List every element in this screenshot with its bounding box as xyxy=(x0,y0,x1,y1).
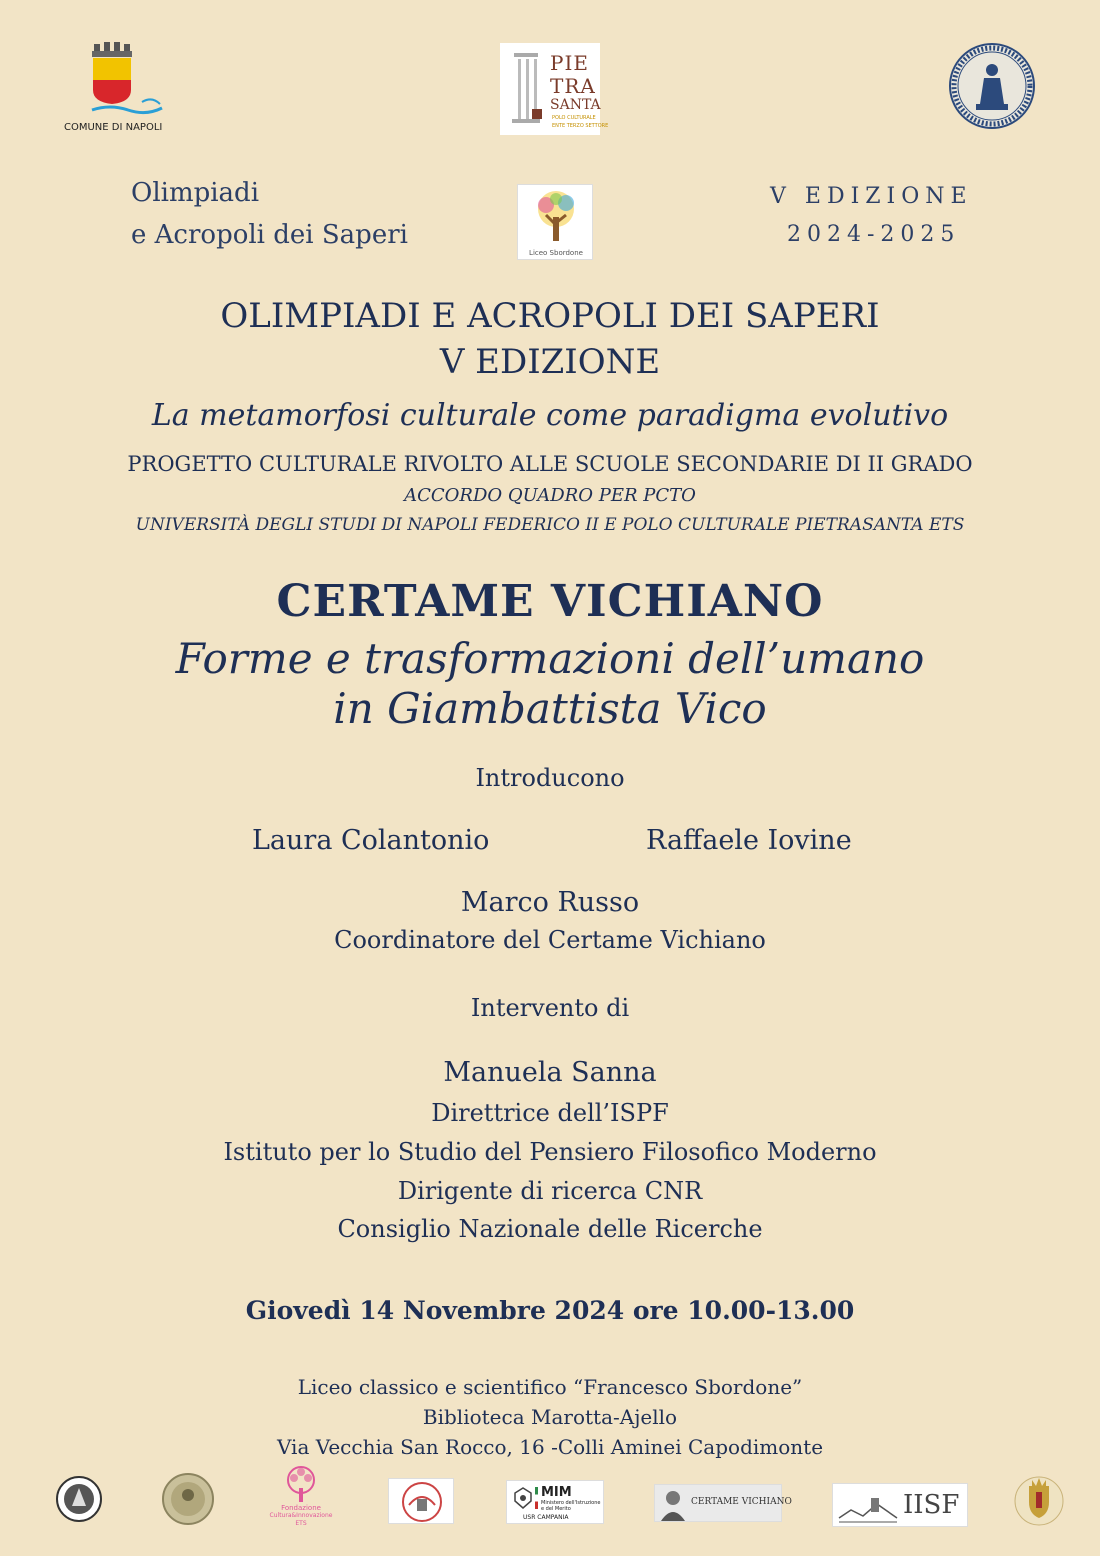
napoli-crest-icon xyxy=(62,40,166,120)
pietrasanta-text-3: SANTA xyxy=(550,97,601,113)
pink-tree-icon xyxy=(280,1466,322,1504)
column-icon xyxy=(506,49,546,129)
coordinator-role: Coordinatore del Certame Vichiano xyxy=(334,926,766,954)
event-subtitle-line1: Forme e trasformazioni dell’umano xyxy=(175,634,925,683)
event-title: CERTAME VICHIANO xyxy=(276,576,824,627)
venue-line1: Liceo classico e scientifico “Francesco Sbordone” xyxy=(297,1375,803,1399)
circular-emblem-icon xyxy=(56,1476,102,1522)
liceo-sbordone-logo xyxy=(517,184,593,260)
bottom-logo-4 xyxy=(388,1478,454,1524)
pietrasanta-text-2: TRA xyxy=(550,74,596,98)
talk-label: Intervento di xyxy=(470,994,630,1022)
guest-role-4: Consiglio Nazionale delle Ricerche xyxy=(337,1215,763,1243)
bottom-logo-2 xyxy=(162,1473,214,1525)
program-agreement: ACCORDO QUADRO PER PCTO xyxy=(404,485,696,506)
iisf-label: IISF xyxy=(903,1490,960,1520)
guest-role-3: Dirigente di ricerca CNR xyxy=(397,1177,703,1205)
coin-seal-icon xyxy=(162,1473,214,1525)
sbordone-label: Liceo Sbordone xyxy=(529,249,583,257)
bottom-logo-1 xyxy=(56,1476,102,1522)
tree-icon xyxy=(526,189,586,245)
header-left-line1: Olimpiadi xyxy=(131,178,260,208)
program-title-line2: V EDIZIONE xyxy=(439,342,661,382)
speaker-1: Laura Colantonio xyxy=(252,825,490,856)
program-partners: UNIVERSITÀ DEGLI STUDI DI NAPOLI FEDERICO II E POLO CULTURALE PIETRASANTA ETS xyxy=(135,515,965,535)
vico-portrait-icon xyxy=(659,1487,687,1521)
program-subtitle: La metamorfosi culturale come paradigma evolutivo xyxy=(151,398,949,433)
guest-role-2: Istituto per lo Studio del Pensiero Filosofico Moderno xyxy=(223,1138,877,1166)
guest-name: Manuela Sanna xyxy=(443,1057,657,1088)
program-title-line1: OLIMPIADI E ACROPOLI DEI SAPERI xyxy=(220,296,880,336)
school-emblem-icon xyxy=(389,1479,455,1525)
fondazione-label-1: Fondazione xyxy=(281,1504,321,1512)
program-project: PROGETTO CULTURALE RIVOLTO ALLE SCUOLE SECONDARIE DI II GRADO xyxy=(127,452,973,476)
mim-logo xyxy=(506,1480,604,1524)
fondazione-logo xyxy=(268,1466,334,1530)
pietrasanta-sub-2: ENTE TERZO SETTORE xyxy=(552,123,609,129)
pietrasanta-logo xyxy=(500,43,609,135)
heraldic-crest-icon xyxy=(1014,1474,1064,1528)
coordinator-name: Marco Russo xyxy=(460,887,640,918)
event-subtitle-line2: in Giambattista Vico xyxy=(333,684,767,733)
venue-line3: Via Vecchia San Rocco, 16 -Colli Aminei Capodimonte xyxy=(276,1435,824,1459)
venue-line2: Biblioteca Marotta-Ajello xyxy=(422,1405,678,1429)
comune-napoli-logo xyxy=(62,40,166,136)
fondazione-label-2: Cultura&Innovazione xyxy=(269,1512,333,1519)
mim-sub-3: USR CAMPANIA xyxy=(523,1514,569,1521)
guest-role-1: Direttrice dell’ISPF xyxy=(431,1099,669,1127)
napoli-logo-label: COMUNE DI NAPOLI xyxy=(64,122,163,133)
flag-bar-icon xyxy=(535,1487,538,1509)
federico-ii-seal xyxy=(948,42,1036,130)
mim-sub-2: e del Merito xyxy=(541,1506,571,1512)
mim-sub-1: Ministero dell'Istruzione xyxy=(541,1500,601,1506)
pietrasanta-text-1: PIE xyxy=(550,51,589,75)
header-right-line2: 2024-2025 xyxy=(787,222,961,247)
intro-label: Introducono xyxy=(475,764,625,792)
university-seal-icon xyxy=(948,42,1036,130)
iisf-logo xyxy=(832,1483,968,1527)
fondazione-label-3: ETS xyxy=(295,1520,307,1527)
event-datetime: Giovedì 14 Novembre 2024 ore 10.00-13.00 xyxy=(245,1296,855,1325)
landscape-sketch-icon xyxy=(837,1488,899,1524)
bottom-logo-8 xyxy=(1014,1474,1064,1528)
certame-vichiano-logo xyxy=(654,1484,792,1522)
certame-logo-label: CERTAME VICHIANO xyxy=(691,1497,792,1507)
header-right-line1: V EDIZIONE xyxy=(770,184,973,209)
header-left-line2: e Acropoli dei Saperi xyxy=(131,220,408,250)
mim-label: MIM xyxy=(541,1485,572,1500)
speaker-2: Raffaele Iovine xyxy=(646,825,852,856)
pietrasanta-sub-1: POLO CULTURALE xyxy=(552,115,596,121)
republic-emblem-icon xyxy=(513,1487,533,1509)
